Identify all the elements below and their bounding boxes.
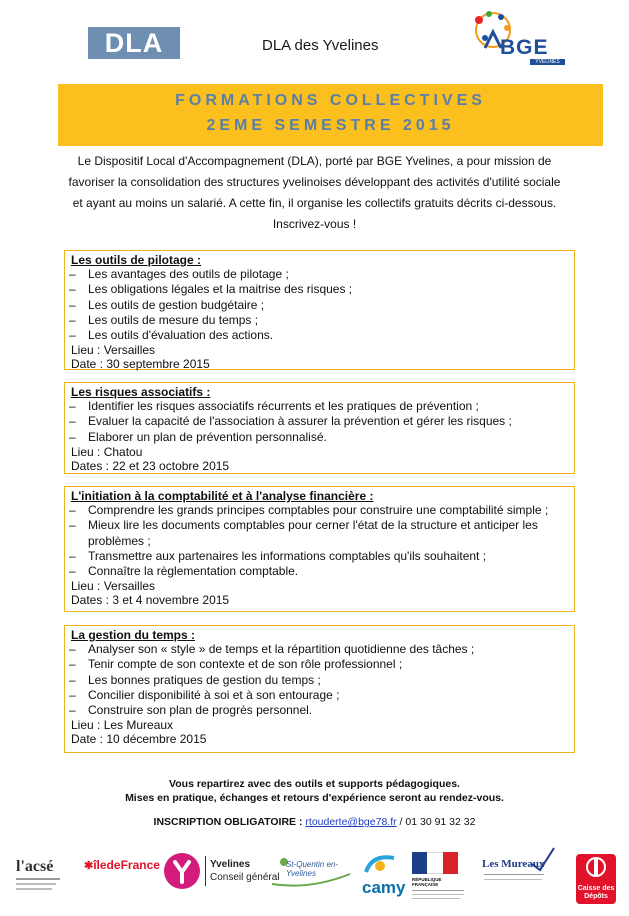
section-items: [69, 642, 474, 718]
intro-line: favoriser la consolidation des structures yvelinoises développant des activités d'utilité sociale: [68, 175, 561, 189]
divider: [205, 856, 206, 886]
section-items: [69, 399, 512, 445]
list-item: – Construire son plan de progrès personnel.: [69, 703, 313, 718]
section-comptabilite: [64, 486, 575, 612]
bge-logo-text: BGE: [500, 36, 549, 59]
phone-number: / 01 30 91 32 32: [396, 816, 476, 828]
list-item: – Mieux lire les documents comptables pour cerner l'état de la structure et anticiper les problèmes ;: [69, 518, 538, 548]
banner-subtitle: 2EME SEMESTRE 2015: [206, 117, 455, 134]
section-date: Dates : 22 et 23 octobre 2015: [71, 459, 230, 473]
dla-logo: DLA: [88, 27, 180, 59]
republique-logo: RÉPUBLIQUE FRANÇAISE: [412, 852, 468, 902]
section-date: Date : 30 septembre 2015: [71, 357, 210, 371]
intro-text: [66, 151, 563, 235]
email-link[interactable]: rtouderte@bge78.fr: [305, 816, 397, 828]
mureaux-check-icon: [530, 846, 556, 872]
camy-logo: camy: [362, 852, 412, 896]
section-risques-associatifs: [64, 382, 575, 474]
iledefrance-logo: ✱îledeFrance: [84, 858, 160, 872]
intro-line: Le Dispositif Local d'Accompagnement (DLA), porté par BGE Yvelines, a pour mission de: [77, 154, 552, 168]
intro-line: Inscrivez-vous !: [272, 217, 357, 231]
bge-logo-sub: YVELINES: [530, 59, 565, 65]
acse-logo: l'acsé: [16, 858, 72, 904]
stquentin-logo: St-Quentin en-Yvelines: [270, 856, 352, 890]
yvelines-y-icon: [163, 852, 201, 890]
list-item: – Analyser son « style » de temps et la répartition quotidienne des tâches ;: [69, 642, 475, 656]
intro-line: et ayant au moins un salarié. A cette fin, il organise les collectifs gratuits décrits ci-dessous.: [72, 196, 557, 210]
list-item: – Les outils d'évaluation des actions.: [69, 328, 274, 343]
mureaux-logo: Les Mureaux: [482, 858, 545, 870]
camy-arc-icon: [362, 852, 398, 874]
banner-title: FORMATIONS COLLECTIVES: [175, 92, 486, 109]
list-item: – Les obligations légales et la maitrise des risques ;: [69, 282, 353, 297]
section-date: Dates : 3 et 4 novembre 2015: [71, 593, 230, 607]
list-item: – Transmettre aux partenaires les informations comptables qu'ils souhaitent ;: [69, 548, 487, 563]
section-title: L'initiation à la comptabilité et à l'analyse financière :: [71, 489, 374, 503]
list-item: – Elaborer un plan de prévention personnalisé.: [69, 429, 327, 444]
section-gestion-temps: [64, 625, 575, 753]
inscription-label: INSCRIPTION OBLIGATOIRE :: [153, 816, 303, 828]
section-items: [69, 267, 352, 343]
divider: [484, 874, 544, 875]
section-title: Les risques associatifs :: [71, 385, 211, 399]
section-date: Date : 10 décembre 2015: [71, 732, 207, 746]
list-item: – Les outils de gestion budgétaire ;: [69, 297, 265, 312]
list-item: – Les avantages des outils de pilotage ;: [69, 267, 289, 281]
section-lieu: Lieu : Chatou: [71, 445, 143, 459]
yvelines-sublabel: Conseil général: [210, 872, 280, 883]
list-item: – Identifier les risques associatifs récurrents et les pratiques de prévention ;: [69, 399, 479, 413]
section-lieu: Lieu : Versailles: [71, 579, 156, 593]
section-lieu: Lieu : Les Mureaux: [71, 718, 174, 732]
inscription-line: [0, 816, 629, 828]
section-outils-pilotage: [64, 250, 575, 370]
caisse-circle-icon: [576, 854, 616, 880]
list-item: – Evaluer la capacité de l'association à assurer la prévention et gérer les risques ;: [69, 414, 512, 429]
list-item: – Connaître la règlementation comptable.: [69, 564, 299, 579]
list-item: – Les outils de mesure du temps ;: [69, 312, 259, 327]
section-lieu: Lieu : Versailles: [71, 343, 156, 357]
list-item: – Comprendre les grands principes comptables pour construire une comptabilité simple ;: [69, 503, 549, 517]
caisse-depots-logo: Caisse des Dépôts: [576, 854, 616, 904]
section-title: La gestion du temps :: [71, 628, 196, 642]
header-title: DLA des Yvelines: [262, 37, 379, 54]
footer-line-1: Vous repartirez avec des outils et supports pédagogiques.: [169, 778, 460, 790]
list-item: – Concilier disponibilité à soi et à son entourage ;: [69, 687, 340, 702]
divider: [484, 879, 542, 880]
yvelines-label: Yvelines: [210, 859, 251, 870]
list-item: – Les bonnes pratiques de gestion du temps ;: [69, 672, 321, 687]
section-items: [69, 503, 564, 579]
list-item: – Tenir compte de son contexte et de son rôle professionnel ;: [69, 657, 403, 672]
footer-line-2: Mises en pratique, échanges et retours d'expérience seront au rendez-vous.: [125, 792, 504, 804]
section-title: Les outils de pilotage :: [71, 253, 202, 267]
